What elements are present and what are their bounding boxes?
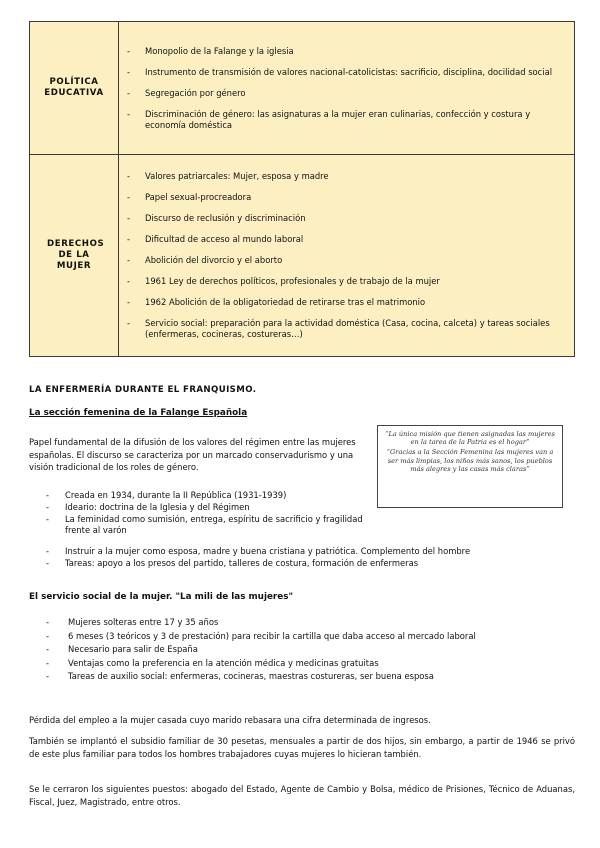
list-item: - Discriminación de género: las asignaturas a la mujer eran culinarias, confección y costura y economía doméstica: [125, 109, 564, 131]
quote-text: “La única misión que tienen asignadas las mujeres en la tarea de la Patria es el hogar”: [385, 430, 555, 447]
list-item: - Abolición del divorcio y el aborto: [125, 255, 564, 266]
paragraph: Se le cerraron los siguientes puestos: abogado del Estado, Agente de Cambio y Bolsa, médico de Prisiones, Técnico de Aduanas, Fiscal, Juez, Magistrado, entre otros.: [29, 784, 575, 807]
table-row: [30, 22, 575, 155]
list-item: - Papel sexual-procreadora: [125, 192, 564, 203]
list-item: - Servicio social: preparación para la actividad doméstica (Casa, cocina, calceta) y tareas sociales (enfermeras, cocineras, costureras…): [125, 318, 564, 340]
row-header-label: DERECHOS DE LA MUJER: [47, 239, 105, 271]
table-row: [30, 155, 575, 357]
list-item: - Dificultad de acceso al mundo laboral: [125, 234, 564, 245]
row-content: [119, 22, 575, 155]
paragraph: Pérdida del empleo a la mujer casada cuyo marido rebasara una cifra determinada de ingresos.: [29, 715, 431, 725]
seccion-femenina-intro: Papel fundamental de la difusión de los valores del régimen entre las mujeres españolas. El discurso se caracteriza por un marcado conservadurismo y una visión tradicional de los roles de género.: [29, 437, 356, 472]
list-item: - 1962 Abolición de la obligatoriedad de retirarse tras el matrimonio: [125, 297, 564, 308]
list-item: - Tareas: apoyo a los presos del partido, talleres de costura, formación de enfermeras: [46, 558, 576, 570]
list-item: - Segregación por género: [125, 88, 564, 99]
quote-text: “Gracias a la Sección Femenina las mujeres van a ser más limpias, los niños más sanos, los pueblos más alegres y las casas más claras”: [386, 448, 554, 473]
list-item: - Ventajas como la preferencia en la atención médica y medicinas gratuitas: [44, 657, 574, 671]
list-item: - Ideario: doctrina de la Iglesia y del Régimen: [46, 502, 366, 514]
section-heading: LA ENFERMERÍA DURANTE EL FRANQUISMO.: [29, 385, 257, 395]
list-item: - Necesario para salir de España: [44, 643, 574, 657]
row-content: [119, 155, 575, 357]
servicio-social-list: [44, 616, 574, 684]
seccion-femenina-title: La sección femenina de la Falange Española: [29, 408, 248, 418]
quote-box: [377, 425, 563, 508]
paragraph: También se implantó el subsidio familiar de 30 pesetas, mensuales a partir de dos hijos, sin embargo, a partir de 1946 se privó de este plus familiar para todos los hombres trabajadores cuyas mujeres lo hicieran también.: [29, 736, 575, 759]
list-item: - Monopolio de la Falange y la iglesia: [125, 46, 564, 57]
list-item: - Mujeres solteras entre 17 y 35 años: [44, 616, 574, 630]
servicio-social-title: El servicio social de la mujer. "La mili de las mujeres": [29, 592, 294, 602]
seccion-femenina-list-wide: [46, 546, 576, 570]
summary-table: [29, 21, 575, 357]
list-item: - Instrumento de transmisión de valores nacional-catolicistas: sacrificio, disciplina, docilidad social: [125, 67, 564, 78]
list-item: - 1961 Ley de derechos políticos, profesionales y de trabajo de la mujer: [125, 276, 564, 287]
seccion-femenina-list: [46, 490, 366, 537]
row-header-politica-educativa: POLÍTICA EDUCATIVA: [30, 22, 119, 155]
list-item: - Valores patriarcales: Mujer, esposa y madre: [125, 171, 564, 182]
list-item: - Creada en 1934, durante la II República (1931-1939): [46, 490, 366, 502]
list-item: - Tareas de auxilio social: enfermeras, cocineras, maestras costureras, ser buena esposa: [44, 670, 574, 684]
list-item: - Discurso de reclusión y discriminación: [125, 213, 564, 224]
list-item: - Instruir a la mujer como esposa, madre y buena cristiana y patriótica. Complemento del hombre: [46, 546, 576, 558]
list-item: - 6 meses (3 teóricos y 3 de prestación) para recibir la cartilla que daba acceso al mercado laboral: [44, 630, 574, 644]
bullet-list: [125, 171, 564, 340]
list-item: - La feminidad como sumisión, entrega, espíritu de sacrificio y fragilidad frente al varón: [46, 514, 366, 538]
row-header-derechos-mujer: [30, 155, 119, 357]
bullet-list: [125, 46, 564, 131]
